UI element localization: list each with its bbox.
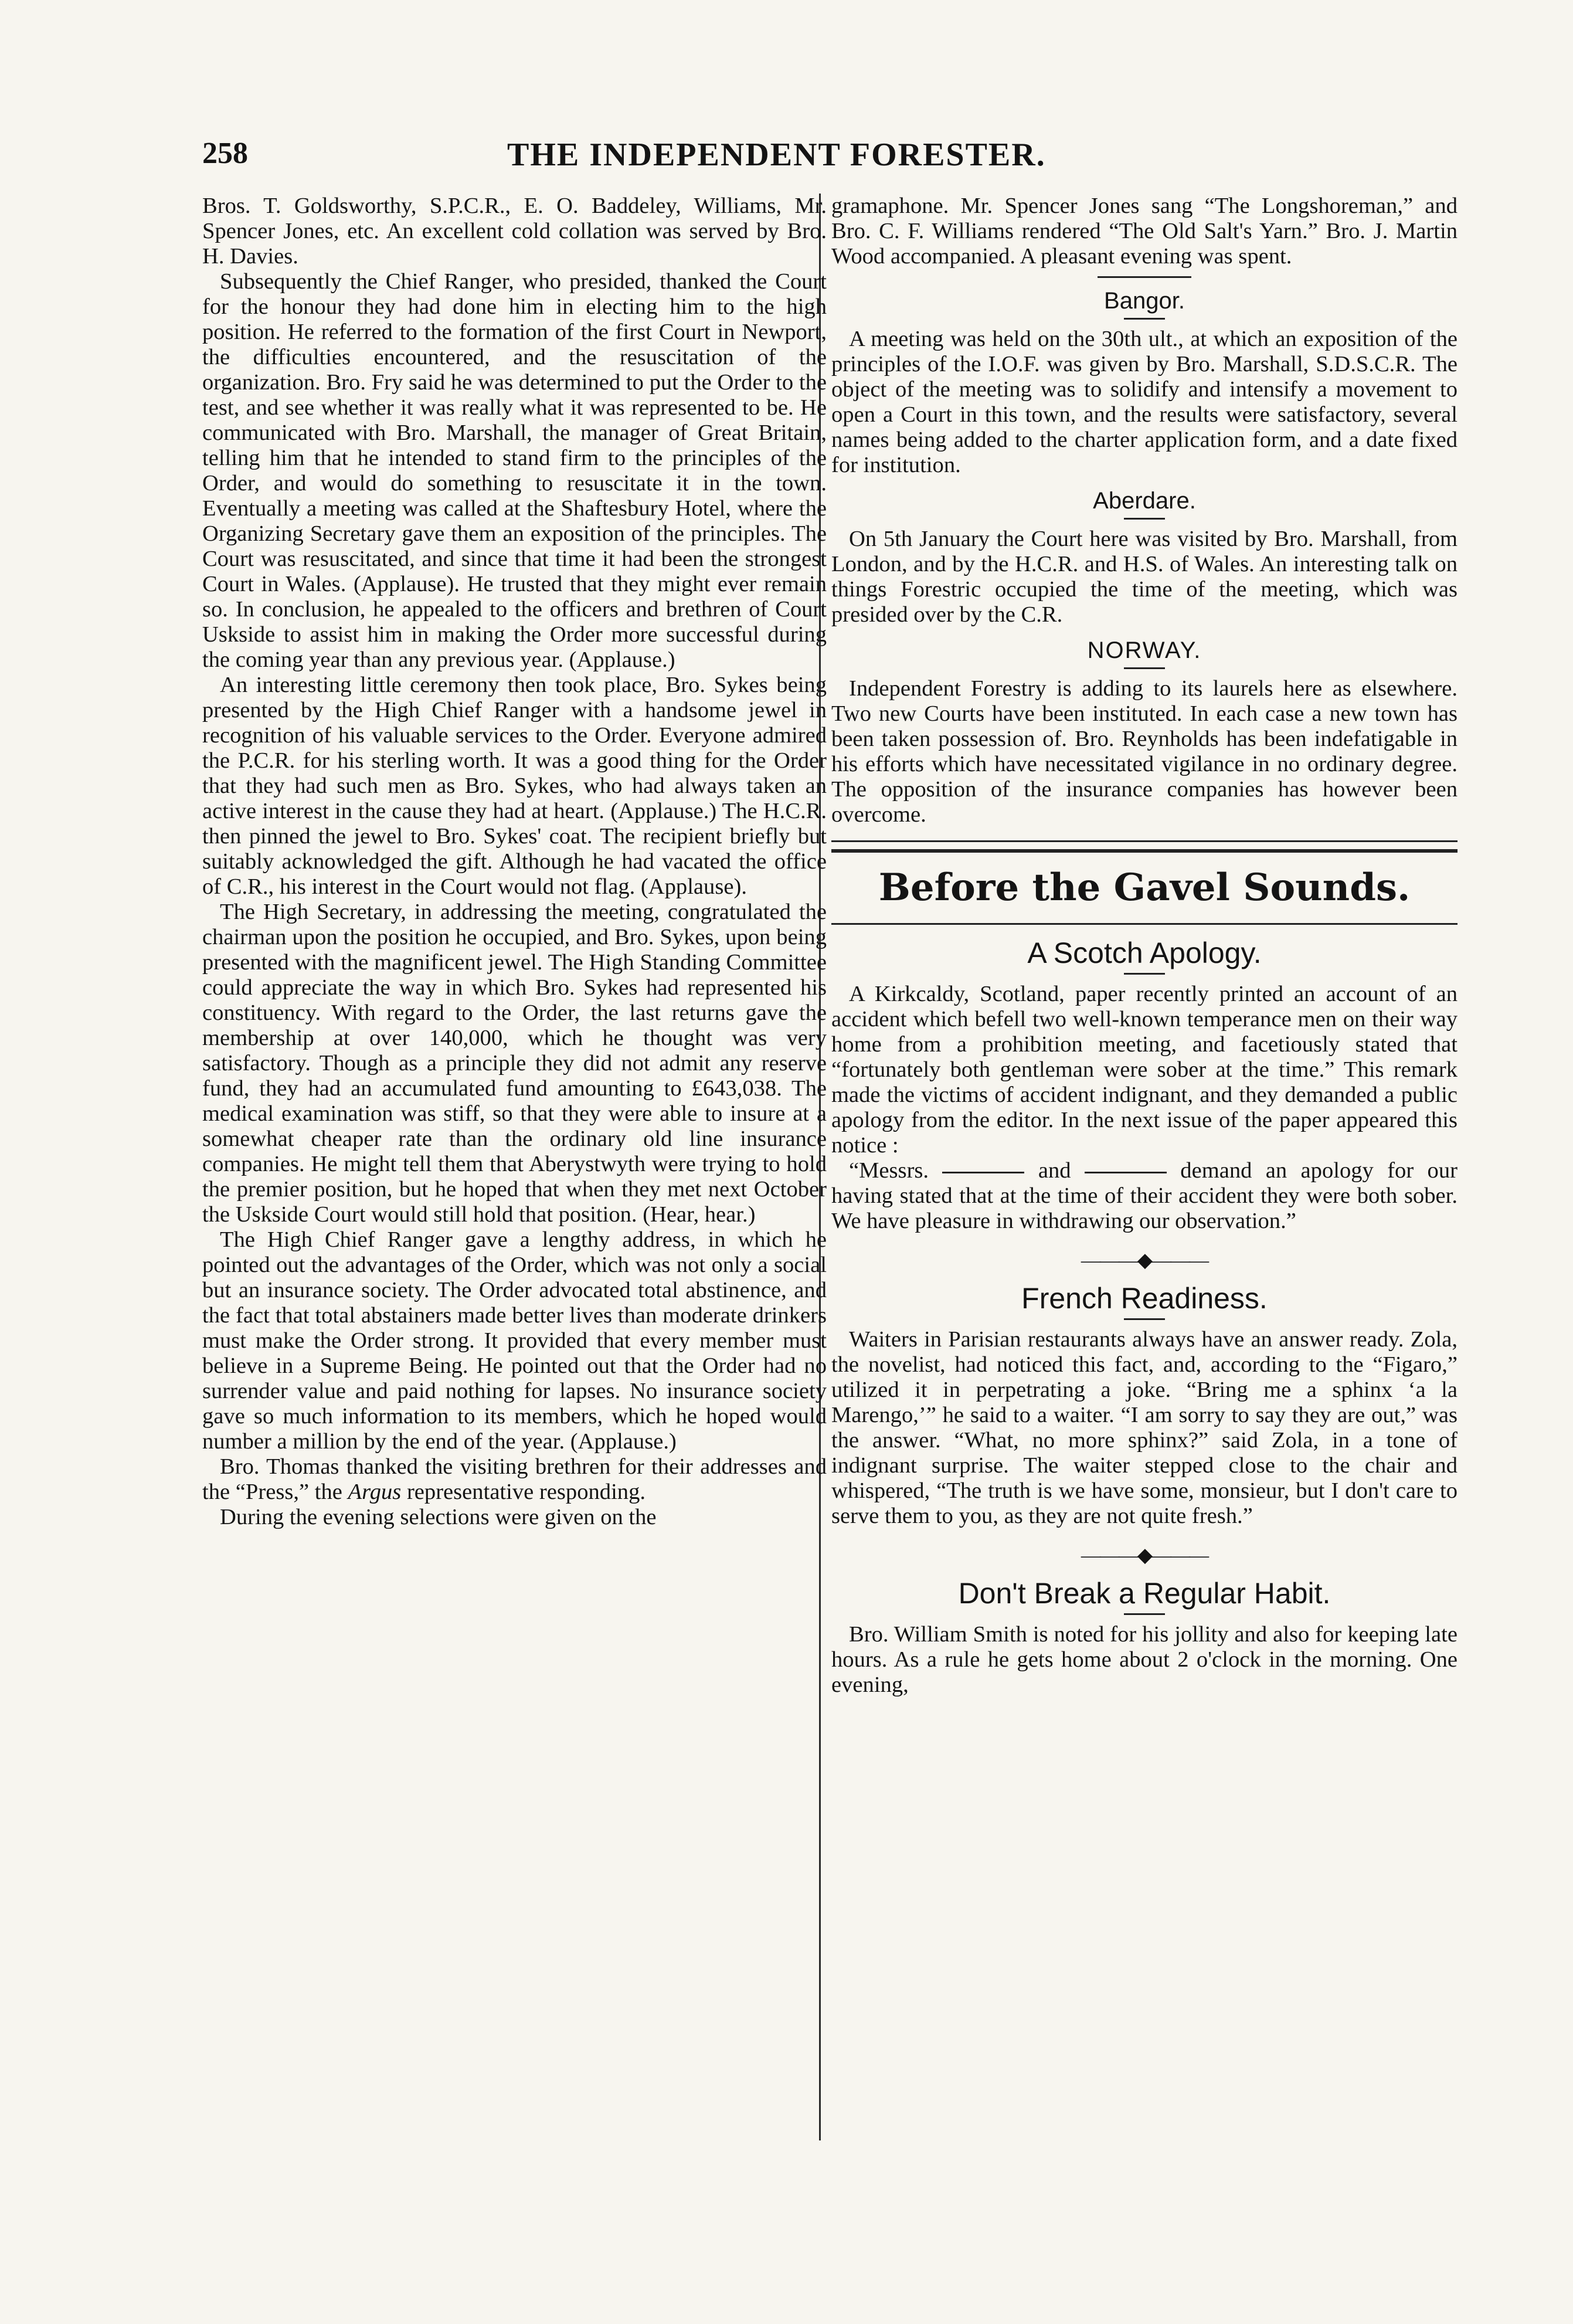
quote-rest: demand an apology for our having stated that at the time of their accident they were both sober. We have pleasure in withdrawing our observation.” xyxy=(831,1158,1458,1233)
name-blank xyxy=(1085,1172,1167,1173)
subheading-bangor: Bangor. xyxy=(1104,288,1185,314)
double-rule xyxy=(831,840,1458,853)
ornament-divider: ———◆——— xyxy=(1081,1545,1208,1566)
divider xyxy=(1124,518,1165,520)
quote-and: and xyxy=(1038,1158,1071,1183)
paragraph: Bros. T. Goldsworthy, S.P.C.R., E. O. Baddeley, Williams, Mr. Spencer Jones, etc. An excellent cold collation was served by Bro. H. Davies. xyxy=(202,194,827,269)
paragraph: Waiters in Parisian restaurants always have an answer ready. Zola, the novelist, had noticed this fact, and, according to the “Figaro,” utilized it in perpetrating a joke. “Bring me a sphinx ‘a la Marengo,’” he said to a waiter. “I am sorry to say they are out,” was the answer. “What, no more sphinx?” said Zola, in a tone of indignant surprise. The waiter stepped close to the chair and whispered, “The truth is we have some, monsieur, but I don't care to serve them to you, as they are not quite fresh.” xyxy=(831,1327,1458,1528)
divider xyxy=(1124,1318,1165,1320)
paragraph: Independent Forestry is adding to its laurels here as elsewhere. Two new Courts have been instituted. In each case a new town has been taken possession of. Bro. Reynholds has been indefatigable in his efforts which have necessitated vigilance in no ordinary degree. The opposition of the insurance companies has however been overcome. xyxy=(831,676,1458,827)
paragraph: On 5th January the Court here was visited by Bro. Marshall, from London, and by the H.C.R. and H.S. of Wales. An interesting talk on things Forestric occupied the time of the meeting, which was presided over by the C.R. xyxy=(831,527,1458,627)
name-blank xyxy=(942,1172,1024,1173)
subheading-aberdare: Aberdare. xyxy=(1093,488,1196,514)
paragraph-text: representative responding. xyxy=(401,1480,646,1504)
right-column xyxy=(831,194,1458,2140)
paragraph: Bro. William Smith is noted for his jollity and also for keeping late hours. As a rule he gets home about 2 o'clock in the morning. One evening, xyxy=(831,1622,1458,1697)
divider xyxy=(1098,276,1191,278)
paragraph: During the evening selections were given on the xyxy=(220,1505,657,1529)
section-title: Before the Gavel Sounds. xyxy=(878,866,1411,910)
article-heading-scotch-apology: A Scotch Apology. xyxy=(1027,937,1262,969)
paragraph: Subsequently the Chief Ranger, who presided, thanked the Court for the honour they had done him in electing him to the high position. He referred to the formation of the first Court in Newport, the difficulties encountered, and the resuscitation of the organization. Bro. Fry said he was determined to put the Order to the test, and see whether it was really what it was represented to be. He communicated with Bro. Marshall, the manager of Great Britain, telling him that he intended to stand firm to the principles of the Order, and would do something to resuscitate it in the town. Eventually a meeting was called at the Shaftesbury Hotel, where the Organizing Secretary gave them an exposition of the principles. The Court was resuscitated, and since that time it had been the strongest Court in Wales. (Applause). He trusted that they might ever remain so. In conclusion, he appealed to the officers and brethren of Court Uskside to assist him in making the Order more successful during the coming year than any previous year. (Applause.) xyxy=(202,269,827,672)
paragraph: The High Chief Ranger gave a lengthy address, in which he pointed out the advantages of the Order, which was not only a social but an insurance society. The Order advocated total abstinence, and the fact that total abstainers made better lives than moderate drinkers must make the Order strong. It provided that every member must believe in a Supreme Being. He pointed out that the Order had no surrender value and paid nothing for lapses. No insurance society gave so much information to its members, which he hoped would number a million by the end of the year. (Applause.) xyxy=(202,1227,827,1454)
page-header xyxy=(202,136,1457,183)
left-column xyxy=(202,194,827,2140)
running-title: THE INDEPENDENT FORESTER. xyxy=(507,137,1046,173)
paragraph-text: Bro. Thomas thanked the visiting brethren for their addresses and the “Press,” the xyxy=(202,1454,827,1504)
paragraph: The High Secretary, in addressing the meeting, congratulated the chairman upon the position he occupied, and Bro. Sykes, upon being presented with the magnificent jewel. The High Standing Committee could appreciate the way in which Bro. Sykes had represented his constituency. With regard to the Order, the last returns gave the membership at over 140,000, which he thought was very satisfactory. Though as a principle they did not admit any reserve fund, they had an accumulated fund amounting to £643,038. The medical examination was stiff, so that they were able to insure at a somewhat cheaper rate than the ordinary old line insurance companies. He might tell them that Aberystwyth were trying to hold the premier position, but he hoped that when they met next October the Uskside Court would still hold that position. (Hear, hear.) xyxy=(202,900,827,1227)
divider xyxy=(1124,667,1165,669)
article-heading-french-readiness: French Readiness. xyxy=(1021,1282,1268,1315)
newspaper-name: Argus xyxy=(348,1480,402,1504)
divider xyxy=(1124,318,1165,320)
rule xyxy=(831,923,1458,925)
quote-start: “Messrs. xyxy=(849,1158,929,1183)
paragraph xyxy=(202,1454,827,1505)
subheading-norway: NORWAY. xyxy=(1087,637,1202,663)
paragraph: An interesting little ceremony then took place, Bro. Sykes being presented by the High Chief Ranger with a handsome jewel in recognition of his valuable services to the Order. Everyone admired the P.C.R. for his sterling worth. It was a good thing for the Order that they had such men as Bro. Sykes, who had always taken an active interest in the cause they had at heart. (Applause.) The H.C.R. then pinned the jewel to Bro. Sykes' coat. The recipient briefly but suitably acknowledged the gift. Although he had vacated the office of C.R., his interest in the Court would not flag. (Applause). xyxy=(202,673,827,899)
ornament-divider: ———◆——— xyxy=(1081,1250,1208,1271)
divider xyxy=(1124,1613,1165,1615)
article-heading-regular-habit: Don't Break a Regular Habit. xyxy=(958,1577,1331,1610)
paragraph: gramaphone. Mr. Spencer Jones sang “The Longshoreman,” and Bro. C. F. Williams rendered “The Old Salt's Yarn.” Bro. J. Martin Wood accompanied. A pleasant evening was spent. xyxy=(831,194,1458,269)
paragraph: A Kirkcaldy, Scotland, paper recently printed an account of an accident which befell two well-known temperance men on their way home from a prohibition meeting, and facetiously stated that “fortunately both gentleman were sober at the time.” This remark made the victims of accident indignant, and they demanded a public apology from the editor. In the next issue of the paper appeared this notice : xyxy=(831,982,1458,1158)
page-number: 258 xyxy=(202,137,248,170)
paragraph xyxy=(831,1158,1458,1234)
divider xyxy=(1124,973,1165,975)
paragraph: A meeting was held on the 30th ult., at which an exposition of the principles of the I.O.F. was given by Bro. Marshall, S.D.S.C.R. The object of the meeting was to solidify and intensify a movement to open a Court in this town, and the results were satisfactory, several names being added to the charter application form, and a date fixed for institution. xyxy=(831,327,1458,477)
